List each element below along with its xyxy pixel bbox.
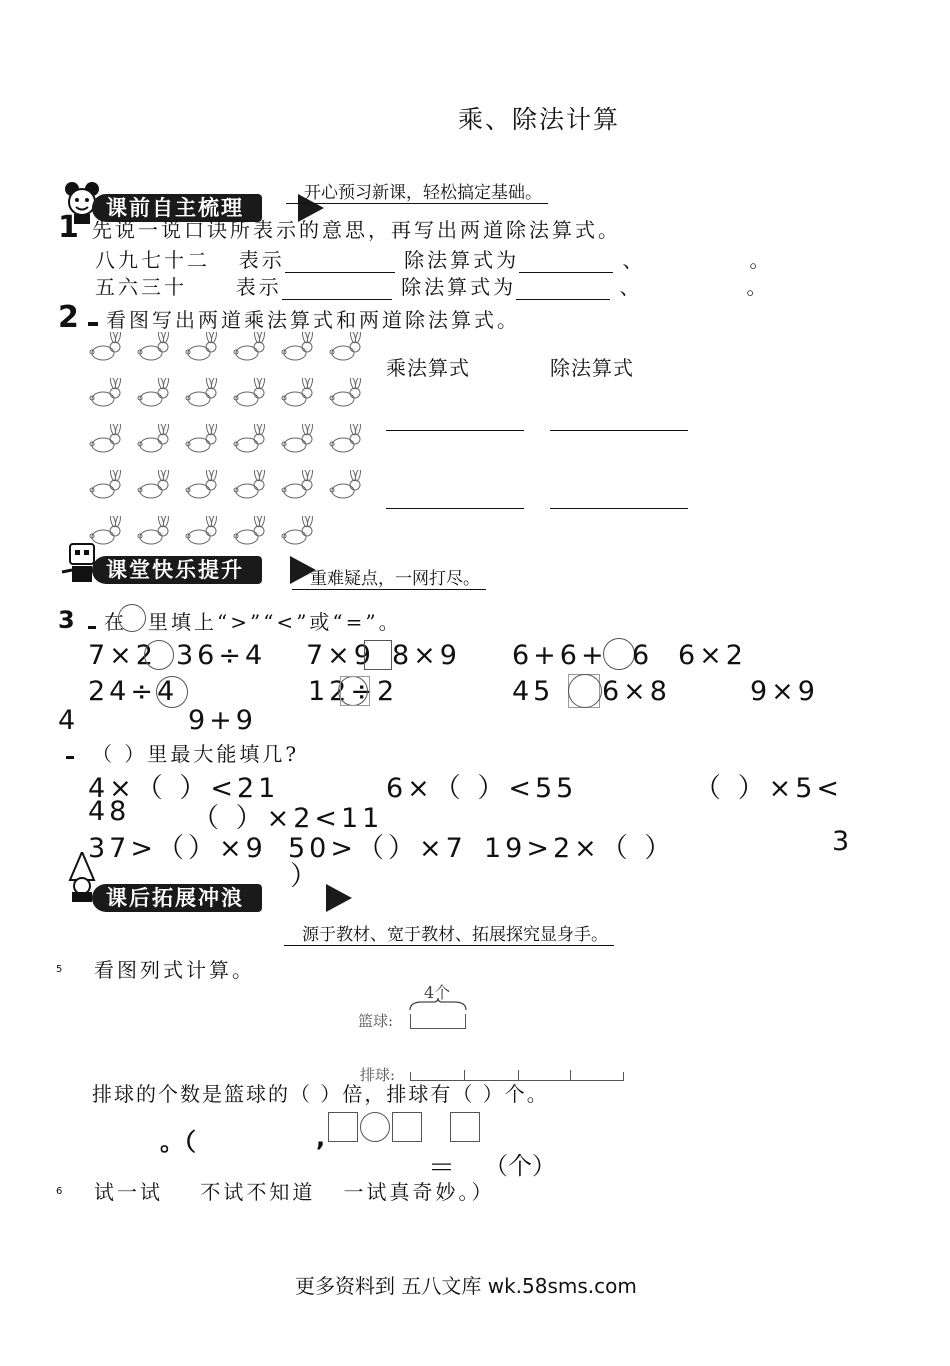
multiplication-header: 乘法算式	[386, 356, 470, 380]
rhyme: 八九七十二	[95, 248, 210, 272]
expr: 48	[88, 796, 131, 827]
division-answer-line[interactable]	[550, 508, 688, 509]
expr: 50>（）×7	[288, 833, 467, 864]
end-mark: 。	[749, 248, 773, 272]
expr: 36÷4	[176, 640, 267, 671]
rabbit-icon	[280, 424, 314, 454]
compare-circle[interactable]	[568, 674, 602, 708]
rabbit-icon	[280, 470, 314, 500]
rabbit-icon	[184, 516, 218, 546]
rabbit-icon	[232, 516, 266, 546]
question-number: 3	[58, 606, 75, 634]
division-label: 除法算式为	[401, 275, 517, 299]
expr: 7×2	[88, 640, 157, 671]
rabbit-picture	[88, 332, 378, 552]
rabbit-icon	[136, 424, 170, 454]
meaning-blank[interactable]	[282, 279, 392, 300]
division-blank-2[interactable]	[642, 280, 746, 300]
question-number: 5	[56, 964, 63, 975]
division-header: 除法算式	[550, 356, 634, 380]
section-label: 课后拓展冲浪	[92, 884, 262, 912]
rabbit-icon	[184, 378, 218, 408]
expr: ）	[290, 861, 321, 892]
meaning-blank[interactable]	[285, 252, 395, 273]
expr: 8×9	[392, 640, 461, 671]
rabbit-icon	[232, 332, 266, 362]
rabbit-icon	[280, 332, 314, 362]
multiplication-answer-line[interactable]	[386, 508, 524, 509]
rabbit-icon	[280, 378, 314, 408]
question-number: 2	[58, 300, 79, 335]
section-label: 课前自主梳理	[92, 194, 262, 222]
answer-box[interactable]	[328, 1112, 358, 1142]
count-label: 4个	[424, 983, 451, 1002]
question-text: 看图写出两道乘法算式和两道除法算式。	[106, 308, 520, 332]
section-slogan: 源于教材、宽于教材、拓展探究显身手。	[284, 920, 614, 946]
separator: 、	[622, 248, 646, 272]
expr: 6×（ ）<55	[386, 773, 578, 804]
q1-row-2	[95, 271, 769, 300]
section-slogan: 重难疑点，一网打尽。	[292, 564, 486, 590]
compare-square[interactable]	[364, 640, 392, 670]
rhyme: 五六三十	[95, 275, 187, 299]
expr: 6+6+	[512, 640, 608, 671]
rabbit-icon	[184, 424, 218, 454]
expr: （ ）×2<11	[192, 803, 384, 834]
means-label: 表示	[238, 248, 285, 272]
compare-circle[interactable]	[603, 638, 635, 670]
expr: 37>（）×9	[88, 833, 267, 864]
answer-box[interactable]	[450, 1112, 480, 1142]
basketball-bar	[410, 1014, 466, 1029]
rabbit-icon	[328, 332, 362, 362]
compare-square[interactable]	[340, 676, 370, 706]
division-answer-line[interactable]	[550, 430, 688, 431]
rabbit-icon	[88, 378, 122, 408]
expr: 3	[832, 826, 854, 857]
question-number: 1	[58, 210, 79, 245]
rabbit-icon	[136, 332, 170, 362]
expr: 6×2	[678, 640, 747, 671]
compare-circle[interactable]	[144, 640, 174, 670]
expr: 12÷2	[308, 676, 399, 707]
expr: 6×8	[602, 676, 671, 707]
separator: 、	[619, 275, 643, 299]
page-title: 乘、除法计算	[458, 105, 621, 134]
operator-circle[interactable]	[360, 1112, 390, 1142]
rabbit-icon	[184, 332, 218, 362]
q3-text-a: 在	[104, 610, 127, 634]
question-text: 看图列式计算。	[94, 958, 255, 982]
rabbit-icon	[88, 332, 122, 362]
compare-circle[interactable]	[156, 676, 188, 708]
section-label: 课堂快乐提升	[92, 556, 262, 584]
question-text: 先说一说口诀所表示的意思，再写出两道除法算式。	[92, 218, 621, 242]
rabbit-icon	[328, 470, 362, 500]
volleyball-label: 排球:	[360, 1066, 396, 1084]
rabbit-icon	[232, 470, 266, 500]
multiplication-answer-line[interactable]	[386, 430, 524, 431]
q1-row-1	[95, 244, 772, 273]
division-label: 除法算式为	[404, 248, 520, 272]
rabbit-icon	[232, 378, 266, 408]
equals-sign: ＝	[428, 1153, 459, 1184]
q5-statement: 排球的个数是篮球的（ ）倍，排球有（ ）个。	[92, 1082, 549, 1106]
expr: 45	[512, 676, 555, 707]
division-blank[interactable]	[516, 279, 610, 300]
section-slogan: 开心预习新课，轻松搞定基础。	[286, 178, 548, 204]
expr: （ ）×5<	[694, 773, 844, 804]
basketball-label: 篮球:	[358, 1012, 394, 1030]
expr: 9+9	[188, 705, 257, 736]
rabbit-icon	[184, 470, 218, 500]
circle-blank-icon	[118, 604, 146, 632]
question-text: （ ）里最大能填几?	[92, 742, 300, 766]
q3-text-b: 里填上“>”“<”或“=”。	[148, 610, 402, 634]
expr: 19>2×（ ）	[484, 833, 676, 864]
expr: 24÷4	[88, 676, 179, 707]
question-number: 6	[56, 1186, 63, 1197]
expr: 4	[58, 705, 80, 736]
rabbit-icon	[136, 378, 170, 408]
expr: 7×9	[306, 640, 375, 671]
expr: 9×9	[750, 676, 819, 707]
answer-box[interactable]	[392, 1112, 422, 1142]
rabbit-icon	[88, 424, 122, 454]
expr: 6	[632, 640, 654, 671]
rabbit-icon	[136, 516, 170, 546]
rabbit-icon	[88, 470, 122, 500]
division-blank-2[interactable]	[645, 253, 749, 273]
means-label: 表示	[235, 275, 282, 299]
unit-label: （个）	[484, 1152, 556, 1180]
rabbit-icon	[328, 424, 362, 454]
section-banner-in-class	[60, 552, 300, 588]
rabbit-icon	[136, 470, 170, 500]
brace-icon	[408, 998, 468, 1012]
expr: 。（	[160, 1128, 196, 1156]
division-blank[interactable]	[519, 252, 613, 273]
expr: 4×（ ）<21	[88, 773, 280, 804]
footer-text: 更多资料到 五八文库 wk.58sms.com	[295, 1274, 637, 1298]
question-text: 试一试 不试不知道 一试真奇妙。）	[94, 1180, 495, 1204]
rabbit-icon	[232, 424, 266, 454]
end-mark: 。	[746, 275, 770, 299]
rabbit-icon	[328, 378, 362, 408]
section-banner-after-class	[60, 880, 300, 916]
rabbit-icon	[280, 516, 314, 546]
